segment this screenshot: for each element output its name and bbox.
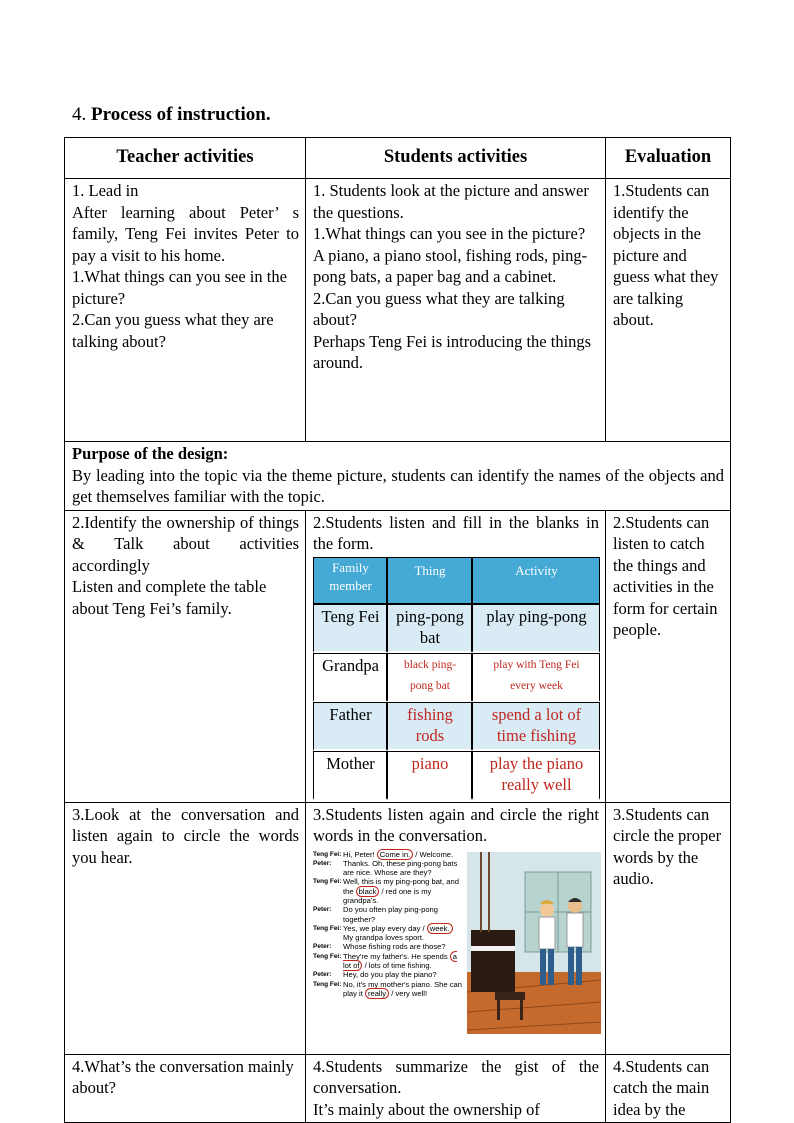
family-cell: play ping-pong [472,604,600,653]
instruction-table [64,137,731,1123]
conversation-speaker: Peter: [313,943,332,951]
row2-teacher-line: Listen and complete the table about Teng Fei’s family. [72,577,267,618]
conversation-lines [313,850,463,999]
row-purpose [65,442,731,511]
purpose-cell [65,442,731,511]
family-col-thing: Thing [387,557,472,604]
row1-teacher [65,179,306,442]
conversation-speaker: Teng Fei: [313,980,342,988]
row3-students [306,802,606,1054]
row2-students [306,510,606,802]
header-row [65,138,731,179]
family-cell: fishing rods [387,702,472,751]
family-cell: ping-pong bat [387,604,472,653]
family-cell: Mother [313,751,387,800]
row4-teacher: 4.What’s the conversation mainly about? [65,1054,306,1123]
room-illustration [467,852,601,1034]
row1-students-line: 2.Can you guess what they are talking about? [313,288,565,329]
row1-students-line: 1. Students look at the picture and answer the questions. [313,181,589,222]
circled-word: black [356,886,380,897]
conversation-speaker: Teng Fei: [313,952,342,960]
row4-students [306,1054,606,1123]
purpose-label: Purpose of the design: [72,444,229,463]
family-cell: Grandpa [313,653,387,702]
header-students: Students activities [306,138,606,179]
circled-word: really [365,988,389,999]
conversation-text: Thanks. Oh, these ping-pong bats are nice. Whose are they? [343,858,458,878]
row1-students-line: Perhaps Teng Fei is introducing the things around. [313,331,592,372]
row2-teacher-line: 2.Identify the ownership of things & Talk about activities accordingly [72,512,299,575]
family-table-header [313,557,600,604]
conversation-line [313,859,463,878]
header-teacher: Teacher activities [65,138,306,179]
family-col-activity: Activity [472,557,600,604]
family-cell: piano [387,751,472,800]
family-cell: black ping-pong bat [387,653,472,702]
conversation-text: Well, this is my ping-pong bat, and the black / red one is my grandpa's. [343,877,459,905]
conversation-text: Whose fishing rods are those? [343,942,446,952]
conversation-text: They're my father's. He spends a lot of / lots of time fishing. [343,951,457,971]
family-cell: play the piano really well [472,751,600,800]
conversation-line [313,924,463,943]
row2-students-text: 2.Students listen and fill in the blanks in the form. [313,512,599,553]
row1-teacher-line: After learning about Peter’ s family, Teng Fei invites Peter to pay a visit to his home. [72,202,299,265]
row-lead-in [65,179,731,442]
purpose-text: By leading into the topic via the theme picture, students can identify the names of the objects and get themselves familiar with the topic. [72,465,724,506]
family-row [313,751,600,800]
row1-evaluation: 1.Students can identify the objects in the picture and guess what they are talking about. [606,179,731,442]
row2-teacher [65,510,306,802]
conversation-line [313,942,463,951]
row-identify-ownership [65,510,731,802]
row4-students-line: 4.Students summarize the gist of the conversation. [313,1056,599,1097]
row1-teacher-line: 1.What things can you see in the picture? [72,267,287,308]
row3-teacher: 3.Look at the conversation and listen again to circle the words you hear. [65,802,306,1054]
conversation-speaker: Peter: [313,971,332,979]
row-main-idea [65,1054,731,1123]
row1-teacher-line: 2.Can you guess what they are talking about? [72,310,274,351]
conversation-speaker: Teng Fei: [313,850,342,858]
conversation-text: Do you often play ping-pong together? [343,905,438,924]
family-row [313,702,600,751]
conversation-line [313,970,463,979]
family-cell: Father [313,702,387,751]
row3-evaluation: 3.Students can circle the proper words by the audio. [606,802,731,1054]
header-evaluation: Evaluation [606,138,731,179]
row1-students-line: A piano, a piano stool, fishing rods, ping-pong bats, a paper bag and a cabinet. [313,245,588,286]
family-cell: play with Teng Fei every week [472,653,600,702]
conversation-line [313,877,463,905]
heading-number: 4. [72,104,87,125]
row-circle-words [65,802,731,1054]
conversation-line [313,952,463,971]
conversation-line [313,980,463,999]
family-row [313,604,600,653]
conversation-figure [313,850,601,1036]
circled-word: a lot of [343,951,457,971]
conversation-line [313,850,463,859]
section-heading [72,104,271,126]
heading-title: Process of instruction. [91,104,271,125]
circled-word: week. [427,923,453,934]
row1-students-line: 1.What things can you see in the picture? [313,224,586,243]
family-cell: spend a lot of time fishing [472,702,600,751]
family-row [313,653,600,702]
row1-teacher-line: 1. Lead in [72,181,139,200]
row4-students-line: It’s mainly about the ownership of [313,1099,540,1119]
row2-evaluation: 2.Students can listen to catch the things and activities in the form for certain people. [606,510,731,802]
circled-word: Come in. [377,849,413,860]
conversation-text: No, it's my mother's piano. She can play it really / very well! [343,979,462,998]
conversation-line [313,905,463,924]
family-table [313,557,600,800]
family-cell: Teng Fei [313,604,387,653]
conversation-text: Hi, Peter! Come in. / Welcome. [343,849,454,859]
conversation-text: Yes, we play every day / week. My grandpa loves sport. [343,924,463,943]
row3-students-text: 3.Students listen again and circle the right words in the conversation. [313,804,599,845]
row1-students [306,179,606,442]
conversation-speaker: Peter: [313,859,332,867]
conversation-text: Hey, do you play the piano? [343,970,437,980]
family-col-member: Family member [313,557,387,604]
conversation-speaker: Peter: [313,906,332,914]
conversation-speaker: Teng Fei: [313,924,342,932]
conversation-speaker: Teng Fei: [313,878,342,886]
row4-evaluation: 4.Students can catch the main idea by the [606,1054,731,1123]
